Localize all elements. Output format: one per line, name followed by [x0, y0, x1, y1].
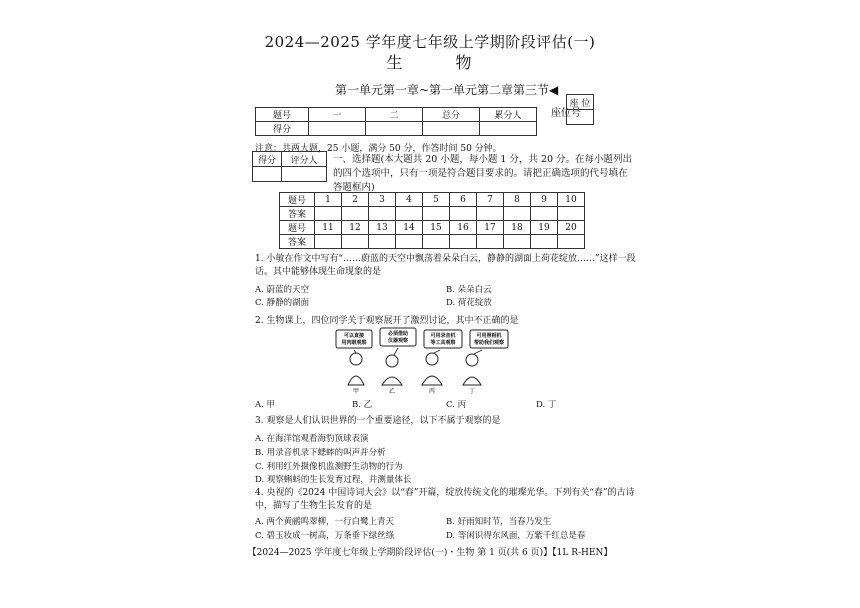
grader-score-entry[interactable] [253, 167, 282, 182]
question-number: 10 [558, 193, 585, 207]
student-label-jia: 甲 [352, 388, 360, 395]
student-ding-head [466, 354, 478, 366]
bubble-4-line-1: 可用照相机 [476, 333, 502, 339]
seat-number-entry[interactable] [567, 110, 594, 125]
question-number: 7 [477, 193, 504, 207]
answer-cell[interactable] [315, 207, 342, 221]
speech-bubble-1 [336, 330, 372, 348]
answer-grid-a-row-2 [280, 235, 585, 249]
question-3-option-d[interactable]: D. 观察蝌蚪的生长发育过程，并测量体长 [255, 475, 412, 485]
question-4-stem: 4. 央视的《2024 中国诗词大会》以“春”开篇，绽放传统文化的璀璨光华。下列有关“春”的古诗中，描写了生物生长发育的是 [255, 488, 635, 511]
score-entry-1[interactable] [309, 122, 366, 136]
bubble-1-line-1: 可以直接 [343, 333, 365, 339]
answer-cell[interactable] [558, 235, 585, 249]
bubble-3-line-2: 等工具观察 [430, 340, 456, 346]
score-table-cell: 二 [366, 108, 423, 122]
question-number: 2 [342, 193, 369, 207]
answer-cell[interactable] [504, 235, 531, 249]
question-3-option-c[interactable]: C. 利用红外摄像机监测野生动物的行为 [255, 462, 403, 472]
question-number: 8 [504, 193, 531, 207]
question-4-option-c[interactable]: C. 碧玉妆成一树高，万条垂下绿丝绦 [255, 531, 395, 541]
student-bing-head [426, 353, 438, 365]
exam-title: 2024—2025 学年度七年级上学期阶段评估(一) [264, 33, 596, 51]
answer-grid [279, 192, 585, 249]
answer-cell[interactable] [558, 207, 585, 221]
question-4-option-b[interactable]: B. 好雨知时节，当春乃发生 [446, 517, 552, 527]
exam-scope: 第一单元第一章~第一单元第二章第三节◀ [335, 83, 559, 97]
score-table-cell: 一 [309, 108, 366, 122]
speech-bubble-4 [470, 330, 508, 348]
seat-box-header: 座 位 [567, 95, 594, 110]
answer-cell[interactable] [423, 235, 450, 249]
question-number: 3 [369, 193, 396, 207]
grader-name-label: 评分人 [282, 152, 327, 167]
student-yi-head [386, 355, 398, 367]
student-label-bing: 丙 [428, 388, 436, 395]
grader-name-entry[interactable] [282, 167, 327, 182]
subject-char-a: 生 [386, 53, 405, 72]
bubble-3-line-1: 可用录音机 [430, 333, 456, 339]
seat-label: 座位号 [551, 108, 581, 119]
answer-cell[interactable] [396, 235, 423, 249]
question-2-stem: 2. 生物课上，四位同学关于观察展开了激烈讨论，其中不正确的是 [255, 316, 519, 326]
bubble-4-line-2: 帮助我们观察 [473, 340, 505, 346]
question-4-option-d[interactable]: D. 等闲识得东风面，万紫千红总是春 [446, 531, 586, 541]
question-2-option-b[interactable]: B. 乙 [352, 400, 373, 410]
student-bing-body [422, 376, 442, 385]
speech-bubble-3 [424, 330, 462, 348]
answer-cell[interactable] [315, 235, 342, 249]
question-number: 1 [315, 193, 342, 207]
question-1-option-b[interactable]: B. 朵朵白云 [446, 285, 492, 295]
student-ding-body [463, 377, 481, 385]
score-table-cell: 得分 [256, 122, 309, 136]
question-1-option-d[interactable]: D. 荷花绽放 [446, 298, 492, 308]
answer-cell[interactable] [504, 207, 531, 221]
question-number: 15 [423, 221, 450, 235]
grader-score-label: 得分 [253, 152, 282, 167]
answer-grid-q-row-2 [280, 221, 585, 235]
answer-grid-label: 答案 [280, 207, 315, 221]
subject-char-b: 物 [455, 53, 474, 72]
section-1-instructions: 一、选择题(本大题共 20 小题，每小题 1 分，共 20 分。在每小题列出的四个选项中，只有一项是符合题目要求的。请把正确选项的代号填在答题框内) [333, 154, 633, 193]
question-number: 13 [369, 221, 396, 235]
student-jia-head [350, 353, 362, 365]
answer-cell[interactable] [369, 207, 396, 221]
question-1-option-c[interactable]: C. 静静的湖面 [255, 298, 310, 308]
question-3-option-a[interactable]: A. 在海洋馆观看海豹顶球表演 [255, 434, 369, 444]
score-table [255, 107, 537, 136]
answer-grid-label: 题号 [280, 221, 315, 235]
student-jia-body [348, 376, 364, 385]
answer-cell[interactable] [477, 235, 504, 249]
question-3-stem: 3. 观察是人们认识世界的一个重要途径，以下不属于观察的是 [255, 416, 501, 426]
question-number: 18 [504, 221, 531, 235]
question-number: 12 [342, 221, 369, 235]
student-label-ding: 丁 [468, 388, 476, 395]
answer-grid-a-row-1 [280, 207, 585, 221]
question-number: 5 [423, 193, 450, 207]
question-number: 4 [396, 193, 423, 207]
answer-cell[interactable] [423, 207, 450, 221]
question-2-option-a[interactable]: A. 甲 [255, 400, 276, 410]
question-number: 20 [558, 221, 585, 235]
score-table-header-row [256, 108, 537, 122]
bubble-1-line-2: 用肉眼观察 [341, 340, 367, 346]
score-table-score-row [256, 122, 537, 136]
question-3-option-b[interactable]: B. 用录音机录下蟋蟀的叫声并分析 [255, 448, 386, 458]
question-2-option-d[interactable]: D. 丁 [536, 400, 557, 410]
question-1-option-a[interactable]: A. 蔚蓝的天空 [255, 285, 310, 295]
answer-cell[interactable] [531, 235, 558, 249]
bubble-pointers [354, 348, 482, 355]
score-table-cell: 累分人 [480, 108, 537, 122]
question-2-option-c[interactable]: C. 丙 [446, 400, 467, 410]
student-yi-body [382, 377, 402, 385]
answer-cell[interactable] [450, 207, 477, 221]
score-table-cell: 题号 [256, 108, 309, 122]
seat-box [566, 94, 594, 125]
question-1-stem: 1. 小敏在作文中写有“……蔚蓝的天空中飘荡着朵朵白云，静静的湖面上荷花绽放……”这样一段话。其中能够体现生命现象的是 [255, 254, 636, 277]
answer-cell[interactable] [369, 235, 396, 249]
answer-cell[interactable] [342, 207, 369, 221]
subject-title [0, 50, 860, 73]
question-number: 19 [531, 221, 558, 235]
answer-cell[interactable] [477, 207, 504, 221]
question-number: 14 [396, 221, 423, 235]
exam-note: 注意：共两大题，25 小题，满分 50 分，作答时间 50 分钟。 [255, 144, 502, 154]
answer-cell[interactable] [531, 207, 558, 221]
answer-cell[interactable] [450, 235, 477, 249]
student-label-yi: 乙 [388, 388, 396, 395]
score-entry-2[interactable] [366, 122, 423, 136]
grader-table [252, 151, 327, 182]
bubble-2-line-1: 必须借助 [387, 331, 409, 337]
answer-cell[interactable] [396, 207, 423, 221]
question-number: 11 [315, 221, 342, 235]
question-4-option-a[interactable]: A. 两个黄鹂鸣翠柳，一行白鹭上青天 [255, 517, 395, 527]
answer-grid-q-row-1 [280, 193, 585, 207]
score-entry-total[interactable] [423, 122, 480, 136]
question-number: 17 [477, 221, 504, 235]
question-number: 6 [450, 193, 477, 207]
speech-bubble-2 [380, 328, 416, 346]
answer-grid-label: 答案 [280, 235, 315, 249]
question-number: 16 [450, 221, 477, 235]
score-entry-tallier[interactable] [480, 122, 537, 136]
answer-grid-label: 题号 [280, 193, 315, 207]
student-figures [348, 353, 481, 385]
bubble-2-line-2: 仪器观察 [387, 338, 409, 344]
answer-cell[interactable] [342, 235, 369, 249]
question-number: 9 [531, 193, 558, 207]
students-discussion-illustration [332, 327, 510, 395]
page-footer: 【2024—2025 学年度七年级上学期阶段评估(一)・生物 第 1 页(共 6 页)】【1L R-HEN】 [247, 548, 613, 558]
score-table-cell: 总分 [423, 108, 480, 122]
